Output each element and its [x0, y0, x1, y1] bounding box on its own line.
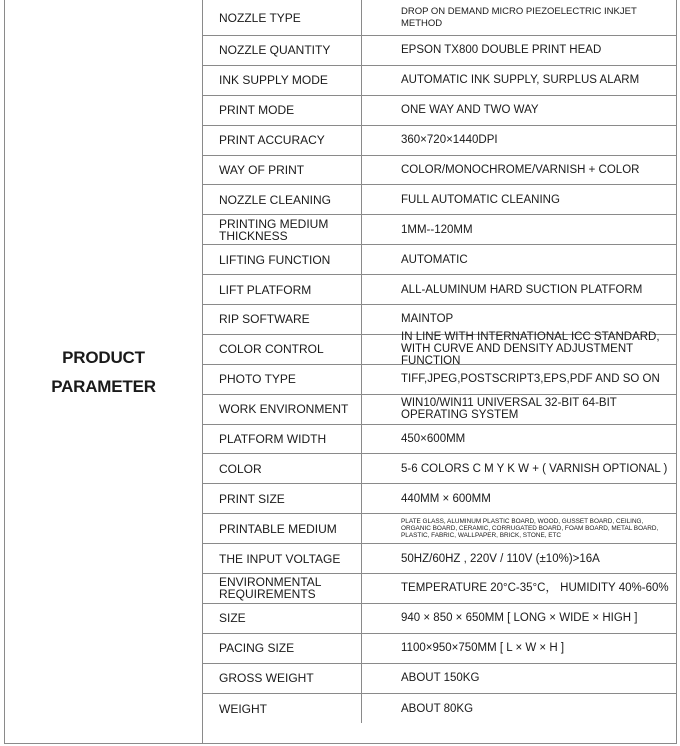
spec-value: ONE WAY AND TWO WAY — [401, 104, 539, 117]
spec-rows — [203, 0, 676, 723]
spec-key: PRINT SIZE — [203, 484, 362, 513]
section-title — [51, 343, 156, 401]
spec-value: 440MM × 600MM — [401, 492, 491, 505]
table-row — [203, 484, 676, 514]
spec-value: ALL-ALUMINUM HARD SUCTION PLATFORM — [401, 283, 643, 296]
spec-value: 940 × 850 × 650MM [ LONG × WIDE × HIGH ] — [401, 612, 638, 625]
table-row — [203, 126, 676, 156]
spec-key: COLOR — [203, 454, 362, 483]
table-row — [203, 96, 676, 126]
spec-value: COLOR/MONOCHROME/VARNISH + COLOR — [401, 164, 640, 176]
spec-value: TIFF,JPEG,POSTSCRIPT3,EPS,PDF AND SO ON — [401, 373, 660, 386]
spec-key: WEIGHT — [203, 694, 362, 724]
table-row — [203, 331, 676, 368]
spec-key: THE INPUT VOLTAGE — [203, 544, 362, 573]
spec-value: 450×600MM — [401, 433, 466, 446]
spec-key: NOZZLE CLEANING — [203, 185, 362, 214]
table-row — [203, 245, 676, 275]
table-row — [203, 574, 676, 604]
parameter-table — [4, 0, 677, 744]
spec-value: DROP ON DEMAND MICRO PIEZOELECTRIC INKJET METHOD — [401, 5, 637, 29]
spec-key: WORK ENVIRONMENT — [203, 395, 362, 424]
section-label-cell — [5, 0, 203, 743]
spec-value: MAINTOP — [401, 313, 454, 326]
spec-key: PLATFORM WIDTH — [203, 425, 362, 454]
spec-key: LIFT PLATFORM — [203, 275, 362, 304]
spec-value: FULL AUTOMATIC CLEANING — [401, 193, 560, 206]
spec-key: PRINTING MEDIUM THICKNESS — [203, 215, 362, 244]
table-row — [203, 275, 676, 305]
table-row — [203, 0, 676, 36]
spec-value: PLATE GLASS, ALUMINUM PLASTIC BOARD, WOOD, GUSSET BOARD, CEILING, ORGANIC BOARD, CERAMIC, CORRUGATED BOARD, FOAM BOARD, METAL BOARD, PLASTIC, FABRIC, WALLPAPER, BRICK, STONE, ETC — [401, 518, 659, 540]
spec-key: WAY OF PRINT — [203, 156, 362, 185]
spec-key: LIFTING FUNCTION — [203, 245, 362, 274]
spec-value: 360×720×1440DPI — [401, 134, 498, 147]
table-row — [203, 66, 676, 96]
spec-value: ABOUT 150KG — [401, 672, 480, 685]
table-row — [203, 664, 676, 694]
table-row — [203, 215, 676, 245]
spec-key: ENVIRONMENTAL REQUIREMENTS — [203, 574, 362, 603]
table-row — [203, 425, 676, 455]
spec-key: GROSS WEIGHT — [203, 664, 362, 693]
table-row — [203, 634, 676, 664]
spec-key: PRINT ACCURACY — [203, 126, 362, 155]
table-row — [203, 395, 676, 425]
spec-value: IN LINE WITH INTERNATIONAL ICC STANDARD, WITH CURVE AND DENSITY ADJUSTMENT FUNCTION — [401, 331, 660, 368]
spec-key: COLOR CONTROL — [203, 335, 362, 364]
spec-value: ABOUT 80KG — [401, 702, 474, 715]
spec-value: 50HZ/60HZ , 220V / 110V (±10%)>16A — [401, 552, 600, 565]
spec-key: PRINT MODE — [203, 96, 362, 125]
spec-value: TEMPERATURE 20°C-35°C， HUMIDITY 40%-60% — [401, 582, 669, 595]
table-row — [203, 514, 676, 544]
spec-key: PRINTABLE MEDIUM — [203, 514, 362, 543]
spec-value: 1MM--120MM — [401, 223, 473, 236]
table-row — [203, 454, 676, 484]
spec-key: SIZE — [203, 604, 362, 633]
table-row — [203, 544, 676, 574]
section-title-line-2: PARAMETER — [51, 376, 156, 396]
spec-value: WIN10/WIN11 UNIVERSAL 32-BIT 64-BIT OPERATING SYSTEM — [401, 397, 617, 422]
table-row — [203, 36, 676, 66]
spec-key: NOZZLE QUANTITY — [203, 36, 362, 65]
table-row — [203, 365, 676, 395]
spec-value: EPSON TX800 DOUBLE PRINT HEAD — [401, 44, 602, 57]
spec-value: 5-6 COLORS C M Y K W + ( VARNISH OPTIONAL ) — [401, 462, 668, 475]
spec-key: INK SUPPLY MODE — [203, 66, 362, 95]
spec-key: RIP SOFTWARE — [203, 305, 362, 334]
table-row — [203, 604, 676, 634]
spec-value: AUTOMATIC INK SUPPLY, SURPLUS ALARM — [401, 74, 640, 87]
section-title-line-1: PRODUCT — [62, 347, 145, 367]
spec-key: NOZZLE TYPE — [203, 0, 362, 35]
table-row — [203, 694, 676, 724]
table-row — [203, 185, 676, 215]
spec-key: PACING SIZE — [203, 634, 362, 663]
spec-key: PHOTO TYPE — [203, 365, 362, 394]
table-row — [203, 156, 676, 186]
spec-value: AUTOMATIC — [401, 253, 468, 266]
spec-value: 1100×950×750MM [ L × W × H ] — [401, 642, 565, 655]
